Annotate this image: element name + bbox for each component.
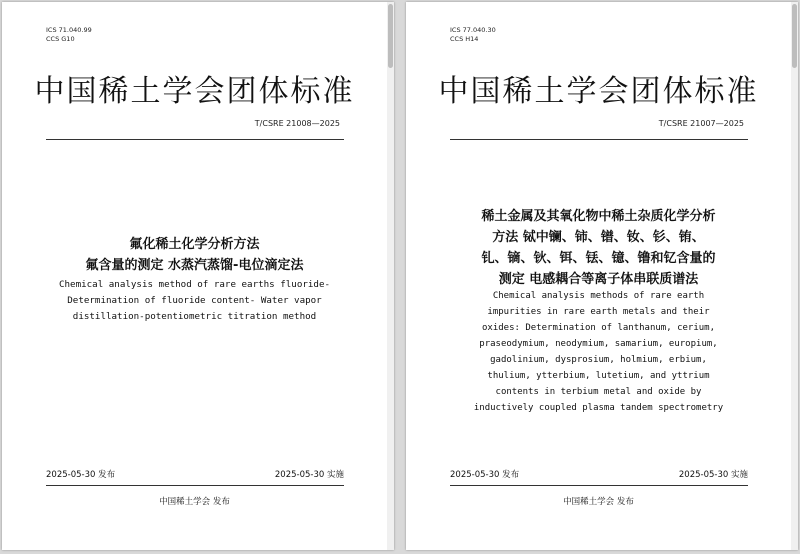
implement-date: 2025-05-30 实施	[678, 470, 748, 480]
scrollbar-thumb[interactable]	[792, 4, 797, 68]
classification-codes	[450, 26, 496, 44]
organization-title: 中国稀土学会团体标准	[34, 74, 355, 109]
classification-codes	[46, 26, 92, 44]
publish-date: 2025-05-30 发布	[450, 470, 520, 480]
document-page-right	[406, 2, 798, 550]
chinese-title: 稀土金属及其氧化物中稀土杂质化学分析 方法 铽中镧、铈、镨、钕、钐、铕、 钆、镝、钬、铒、铥、镱、镥和钇含量的 测定 电感耦合等离子体串联质谱法	[481, 209, 716, 287]
divider-bottom	[450, 485, 748, 486]
page-scrollbar[interactable]	[791, 2, 798, 550]
standard-number: T/CSRE 21007—2025	[658, 119, 744, 128]
standard-number: T/CSRE 21008—2025	[254, 119, 340, 128]
divider-top	[46, 139, 344, 140]
publisher: 中国稀土学会 发布	[159, 497, 230, 507]
chinese-title: 氟化稀土化学分析方法 氟含量的测定 水蒸汽蒸馏-电位滴定法	[85, 237, 304, 273]
publish-date: 2025-05-30 发布	[46, 470, 116, 480]
english-title: Chemical analysis methods of rare earth impurities in rare earth metals and their oxides: Determination of lanthanum, cerium, praseodymium, neodymium, samarium, europium, gadolinium, dysprosium, holmium, erbium, thulium, ytterbium, lutetium, and yttrium contents in terbium metal and oxide by inductively coupled plasma tandem spectrometry	[473, 291, 724, 413]
ccs-code: CCS H14	[450, 35, 479, 43]
page-scrollbar[interactable]	[387, 2, 394, 550]
ics-code: ICS 71.040.99	[46, 26, 92, 34]
divider-top	[450, 139, 748, 140]
divider-bottom	[46, 485, 344, 486]
scrollbar-thumb[interactable]	[388, 4, 393, 68]
organization-title: 中国稀土学会团体标准	[438, 74, 759, 109]
document-page-left	[2, 2, 394, 550]
ics-code: ICS 77.040.30	[450, 26, 496, 34]
english-title: Chemical analysis method of rare earths fluoride- Determination of fluoride content- Water vapor distillation-potentiometric titration method	[58, 279, 331, 322]
ccs-code: CCS G10	[46, 35, 75, 43]
implement-date: 2025-05-30 实施	[274, 470, 344, 480]
publisher: 中国稀土学会 发布	[563, 497, 634, 507]
